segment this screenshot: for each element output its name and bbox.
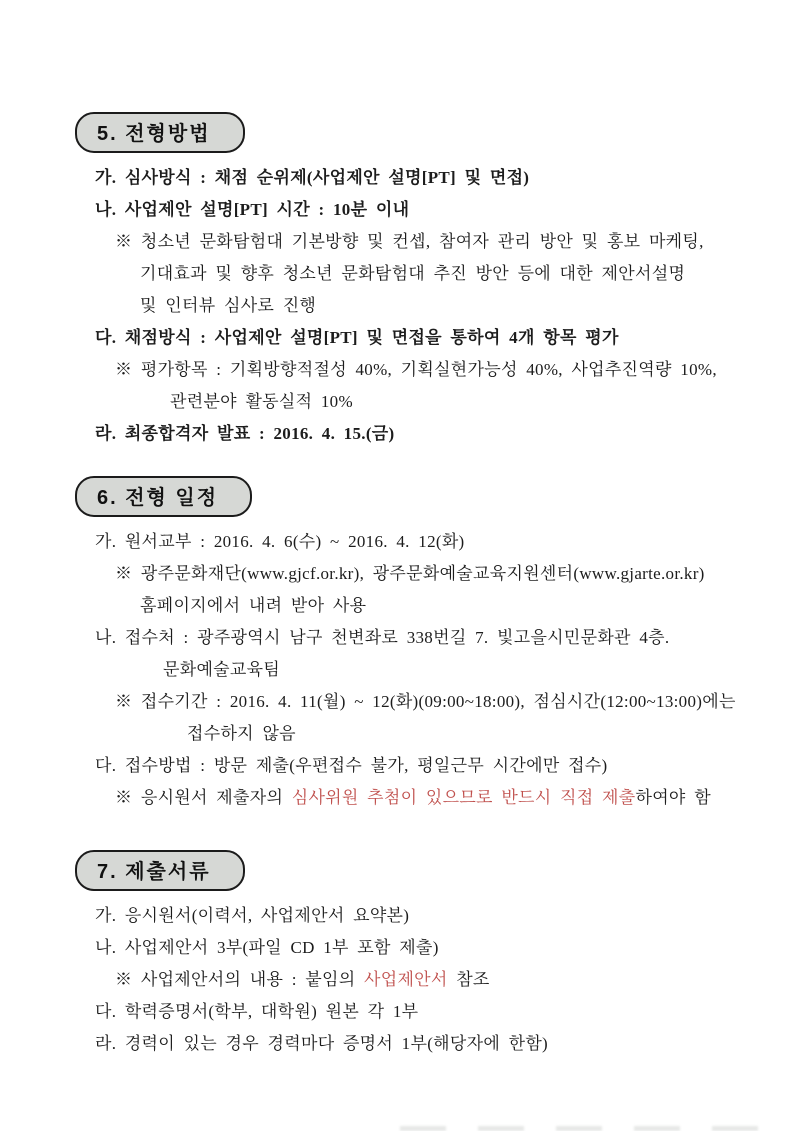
- doc-line: [75, 654, 770, 686]
- section-screening-schedule: [75, 476, 770, 814]
- line-text: 다. 학력증명서(학부, 대학원) 원본 각 1부: [95, 1002, 419, 1021]
- section-title-pill: [75, 112, 245, 153]
- line-text: 참조: [447, 970, 490, 989]
- line-text: 나. 사업제안서 3부(파일 CD 1부 포함 제출): [95, 938, 439, 957]
- doc-line: [75, 718, 770, 750]
- line-text: 및 인터뷰 심사로 진행: [140, 296, 317, 315]
- doc-line: [75, 386, 770, 418]
- doc-line: [75, 258, 770, 290]
- line-text: 가. 응시원서(이력서, 사업제안서 요약본): [95, 906, 410, 925]
- doc-line: [75, 622, 770, 654]
- doc-line: [75, 162, 770, 194]
- doc-line: [75, 932, 770, 964]
- section-title: 7. 제출서류: [97, 861, 211, 883]
- line-text: ※ 응시원서 제출자의: [115, 788, 292, 807]
- line-text: 나. 접수처 : 광주광역시 남구 천변좌로 338번길 7. 빛고을시민문화관 4층.: [95, 628, 670, 647]
- line-text: 다. 접수방법 : 방문 제출(우편접수 불가, 평일근무 시간에만 접수): [95, 756, 608, 775]
- line-text: 나. 사업제안 설명[PT] 시간 : 10분 이내: [95, 200, 410, 219]
- doc-line: [75, 964, 770, 996]
- line-text: 라. 경력이 있는 경우 경력마다 증명서 1부(해당자에 한함): [95, 1034, 549, 1053]
- scan-artifact: [400, 1126, 790, 1131]
- line-text: 다. 채점방식 : 사업제안 설명[PT] 및 면접을 통하여 4개 항목 평가: [95, 328, 619, 347]
- line-text: ※ 청소년 문화탐험대 기본방향 및 컨셉, 참여자 관리 방안 및 홍보 마케팅,: [115, 232, 704, 251]
- line-text: 문화예술교육팀: [163, 660, 281, 679]
- line-text: 가. 원서교부 : 2016. 4. 6(수) ~ 2016. 4. 12(화): [95, 532, 465, 551]
- section-title: 5. 전형방법: [97, 123, 211, 145]
- doc-line: [75, 354, 770, 386]
- line-text: ※ 사업제안서의 내용 : 붙임의: [115, 970, 365, 989]
- section-title: 6. 전형 일정: [97, 487, 219, 509]
- line-text: 관련분야 활동실적 10%: [170, 392, 353, 411]
- doc-line: [75, 226, 770, 258]
- doc-line: [75, 900, 770, 932]
- doc-line: [75, 686, 770, 718]
- line-text: 홈페이지에서 내려 받아 사용: [140, 596, 367, 615]
- doc-line: [75, 590, 770, 622]
- section-screening-method: [75, 112, 770, 450]
- line-text: ※ 접수기간 : 2016. 4. 11(월) ~ 12(화)(09:00~18:00), 점심시간(12:00~13:00)에는: [115, 692, 736, 711]
- line-text: ※ 광주문화재단(www.gjcf.or.kr), 광주문화예술교육지원센터(www.gjarte.or.kr): [115, 564, 705, 583]
- line-text: 하여야 함: [635, 788, 711, 807]
- doc-line: [75, 194, 770, 226]
- red-highlight-text: 사업제안서: [364, 970, 448, 989]
- section-title-pill: [75, 850, 245, 891]
- line-text: 가. 심사방식 : 채점 순위제(사업제안 설명[PT] 및 면접): [95, 168, 530, 187]
- doc-line: [75, 1028, 770, 1060]
- section-submission-documents: [75, 850, 770, 1060]
- doc-line: [75, 996, 770, 1028]
- doc-line: [75, 322, 770, 354]
- doc-line: [75, 558, 770, 590]
- doc-line: [75, 782, 770, 814]
- line-text: 기대효과 및 향후 청소년 문화탐험대 추진 방안 등에 대한 제안서설명: [140, 264, 686, 283]
- doc-line: [75, 750, 770, 782]
- line-text: 라. 최종합격자 발표 : 2016. 4. 15.(금): [95, 424, 395, 443]
- doc-line: [75, 526, 770, 558]
- line-text: ※ 평가항목 : 기획방향적절성 40%, 기획실현가능성 40%, 사업추진역량 10%,: [115, 360, 717, 379]
- red-highlight-text: 심사위원 추첨이 있으므로 반드시 직접 제출: [291, 788, 636, 807]
- section-title-pill: [75, 476, 252, 517]
- line-text: 접수하지 않음: [187, 724, 296, 743]
- doc-line: [75, 418, 770, 450]
- doc-line: [75, 290, 770, 322]
